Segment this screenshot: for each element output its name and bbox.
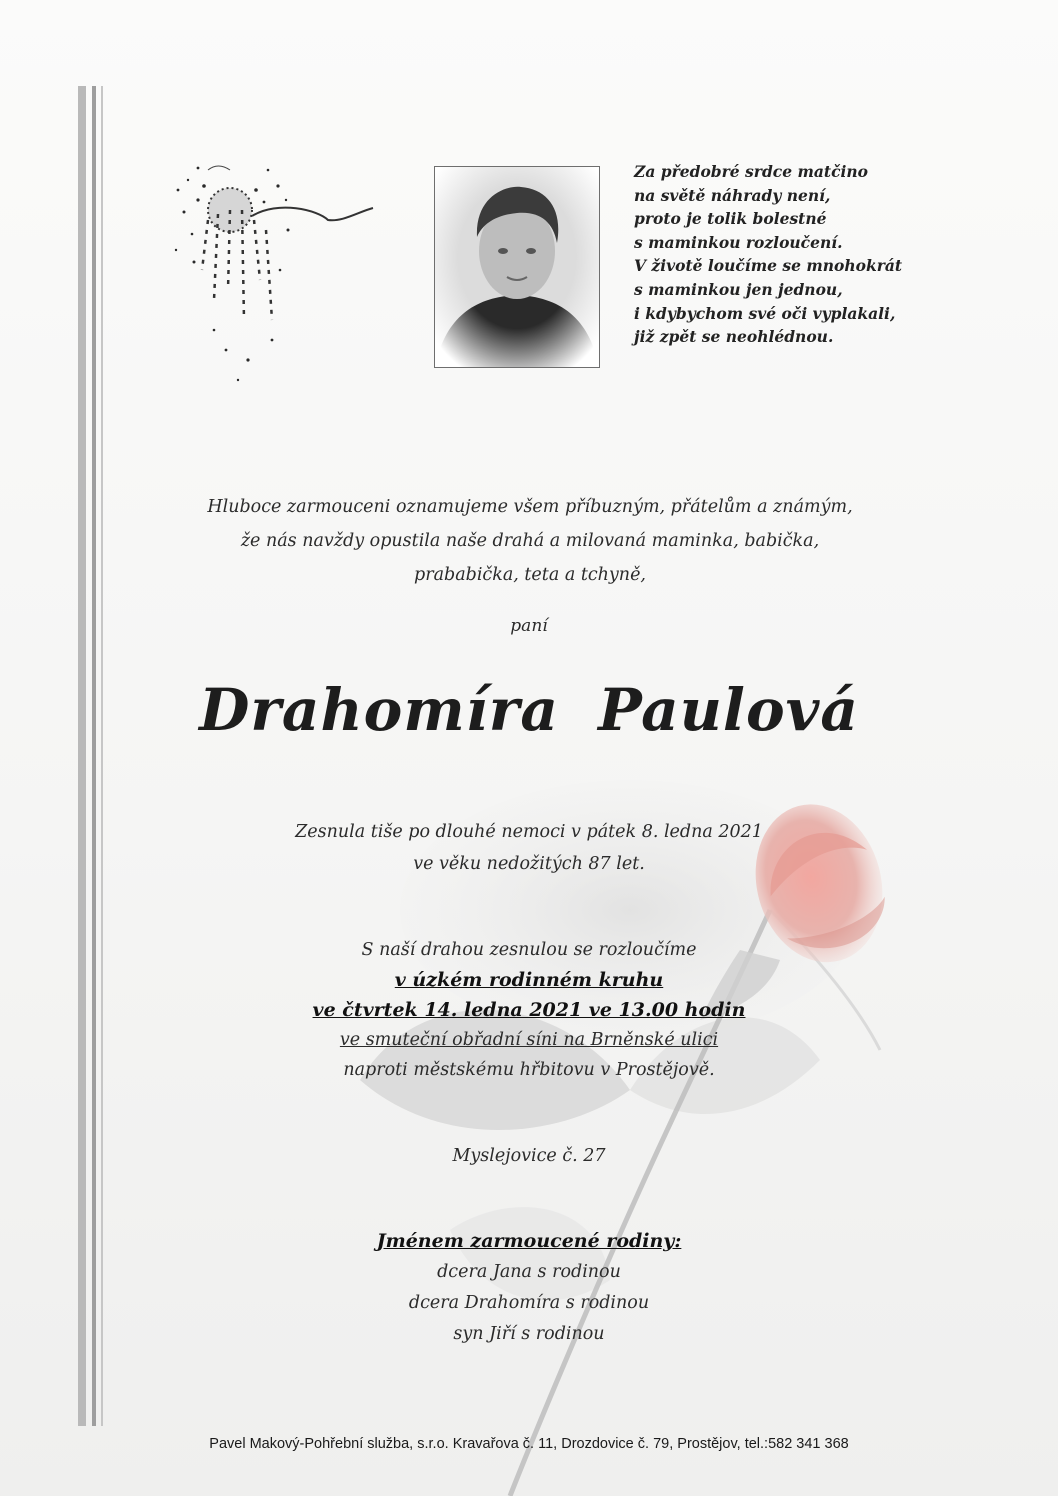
ceremony-details	[0, 935, 1058, 1085]
announcement-text	[150, 490, 910, 592]
poem-line: V životě loučíme se mnohokrát	[634, 256, 903, 276]
ceremony-circle: v úzkém rodinném kruhu	[394, 969, 664, 991]
portrait-photo	[434, 166, 600, 368]
left-border-bar	[78, 86, 86, 1426]
death-date-line: Zesnula tiše po dlouhé nemoci v pátek 8. ledna 2021	[295, 822, 763, 842]
poem-line: i kdybychom své oči vyplakali,	[634, 303, 896, 323]
ceremony-intro: S naší drahou zesnulou se rozloučíme	[361, 940, 697, 960]
left-border-line	[92, 86, 96, 1426]
poem-line: již zpět se neohlédnou.	[634, 327, 834, 347]
ceremony-venue: ve smuteční obřadní síni na Brněnské ulici	[339, 1030, 719, 1050]
family-address: Myslejovice č. 27	[452, 1146, 606, 1166]
announcement-line: prababička, teta a tchyně,	[414, 565, 646, 585]
ceremony-location: naproti městskému hřbitovu v Prostějově.	[343, 1060, 715, 1080]
announcement-line: Hluboce zarmouceni oznamujeme všem příbuzným, přátelům a známým,	[207, 497, 853, 517]
moon-tears-ornament	[168, 150, 378, 400]
poem-line: na světě náhrady není,	[634, 185, 831, 205]
family-signature	[0, 1226, 1058, 1350]
family-member: dcera Jana s rodinou	[437, 1262, 621, 1282]
family-member: syn Jiří s rodinou	[453, 1324, 605, 1344]
memorial-poem	[634, 160, 964, 349]
honorific: paní	[510, 616, 548, 636]
age-line: ve věku nedožitých 87 let.	[413, 854, 645, 874]
poem-line: s maminkou rozloučení.	[634, 232, 843, 252]
funeral-service-footer: Pavel Makový-Pohřební služba, s.r.o. Kravařova č. 11, Drozdovice č. 79, Prostějov, tel.:582 341 368	[209, 1436, 849, 1452]
ceremony-datetime: ve čtvrtek 14. ledna 2021 ve 13.00 hodin	[312, 999, 746, 1021]
poem-line: Za předobré srdce matčino	[634, 162, 869, 181]
death-notice	[0, 816, 1058, 880]
family-member: dcera Drahomíra s rodinou	[408, 1293, 650, 1313]
left-border-thin-line	[101, 86, 103, 1426]
poem-line: s maminkou jen jednou,	[634, 279, 843, 299]
family-heading: Jménem zarmoucené rodiny:	[376, 1230, 682, 1252]
announcement-line: že nás navždy opustila naše drahá a milovaná maminka, babička,	[240, 531, 820, 551]
poem-line: proto je tolik bolestné	[634, 209, 827, 229]
deceased-name: Drahomíra Paulová	[199, 676, 859, 744]
